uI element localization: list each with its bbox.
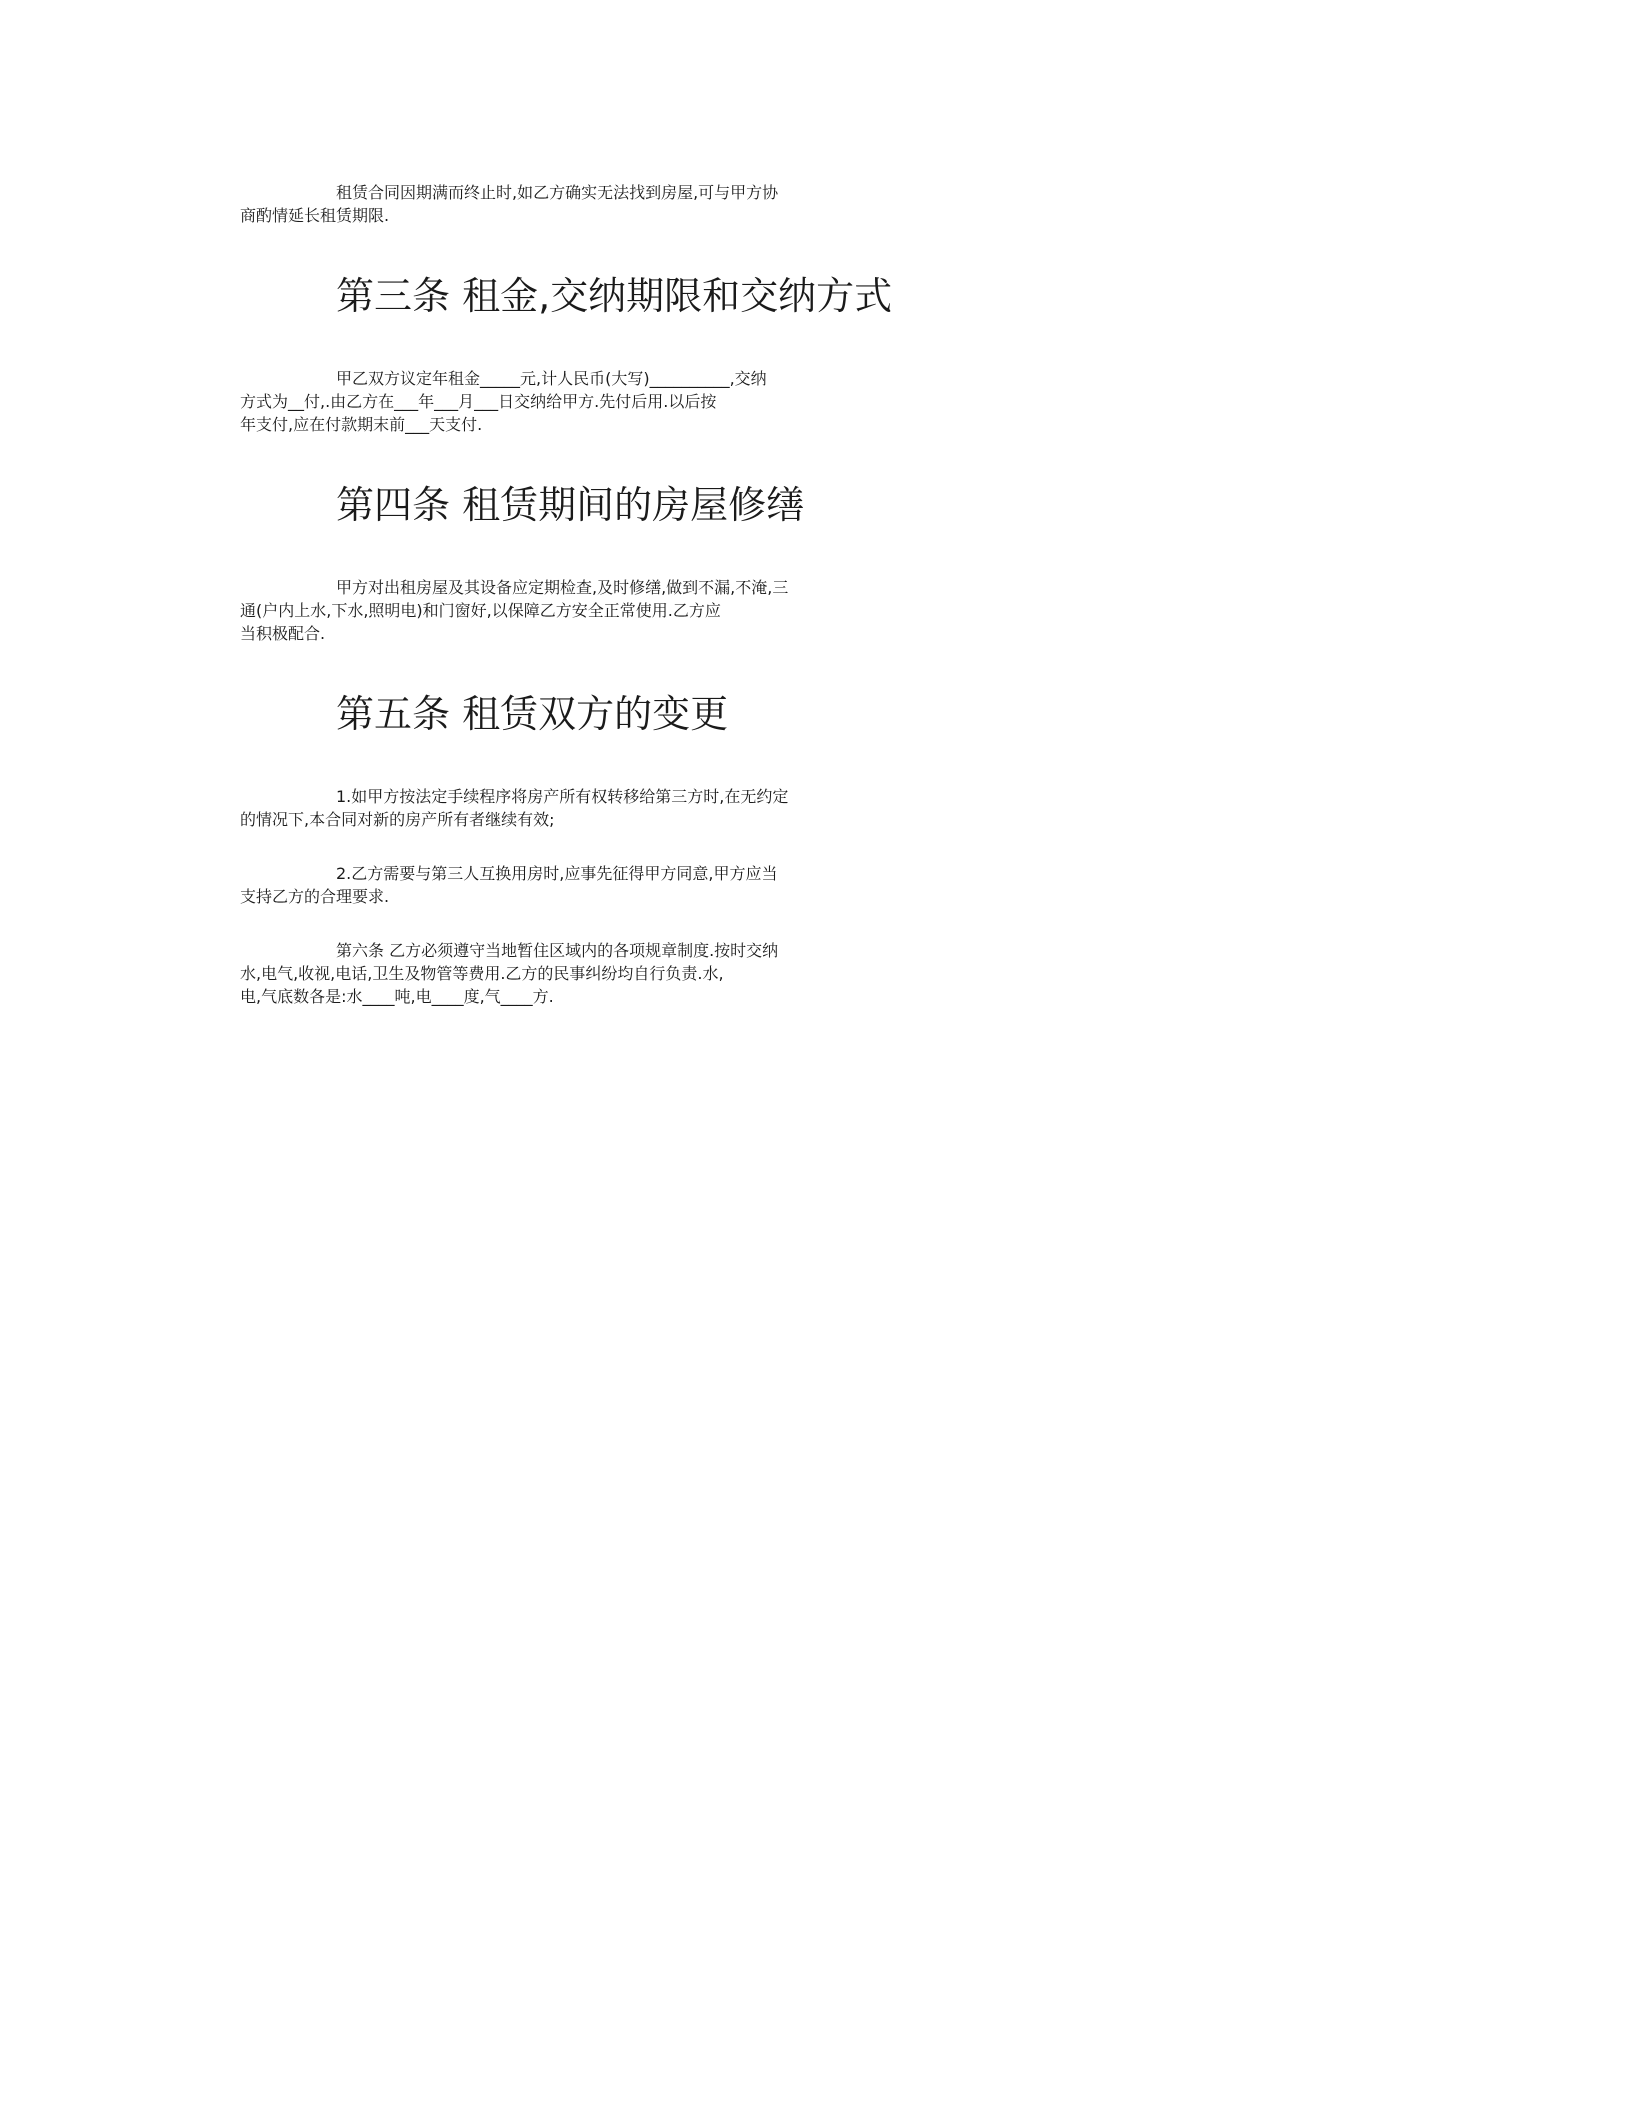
text-line: 水,电气,收视,电话,卫生及物管等费用.乙方的民事纠纷均自行负责.水, [240, 964, 724, 983]
paragraph-article-6 [240, 938, 1390, 1007]
text-line: 通(户内上水,下水,照明电)和门窗好,以保障乙方安全正常使用.乙方应 [240, 601, 721, 620]
article-3-heading: 第三条 租金,交纳期限和交纳方式 [336, 274, 893, 318]
text-line: 租赁合同因期满而终止时,如乙方确实无法找到房屋,可与甲方协 [336, 183, 779, 202]
text-line: 的情况下,本合同对新的房产所有者继续有效; [240, 810, 555, 829]
article-5-heading: 第五条 租赁双方的变更 [336, 692, 729, 736]
text-line: 当积极配合. [240, 624, 326, 643]
text-line: 1.如甲方按法定手续程序将房产所有权转移给第三方时,在无约定 [336, 787, 789, 806]
article-4-heading: 第四条 租赁期间的房屋修缮 [336, 483, 805, 527]
paragraph-repairs [240, 575, 1390, 644]
document-page [240, 180, 1390, 1038]
text-line: 电,气底数各是:水____吨,电____度,气____方. [240, 987, 554, 1006]
text-line: 年支付,应在付款期末前___天支付. [240, 415, 483, 434]
text-line: 甲乙双方议定年租金_____元,计人民币(大写)__________,交纳 [336, 369, 767, 388]
text-line: 第六条 乙方必须遵守当地暂住区域内的各项规章制度.按时交纳 [336, 941, 779, 960]
paragraph-change-2 [240, 861, 1390, 907]
paragraph-rent-terms [240, 366, 1390, 435]
text-line: 甲方对出租房屋及其设备应定期检查,及时修缮,做到不漏,不淹,三 [336, 578, 789, 597]
paragraph-change-1 [240, 784, 1390, 830]
text-line: 方式为__付,.由乙方在___年___月___日交纳给甲方.先付后用.以后按 [240, 392, 717, 411]
text-line: 2.乙方需要与第三人互换用房时,应事先征得甲方同意,甲方应当 [336, 864, 778, 883]
paragraph-renewal [240, 180, 1390, 226]
text-line: 支持乙方的合理要求. [240, 887, 390, 906]
text-line: 商酌情延长租赁期限. [240, 206, 390, 225]
